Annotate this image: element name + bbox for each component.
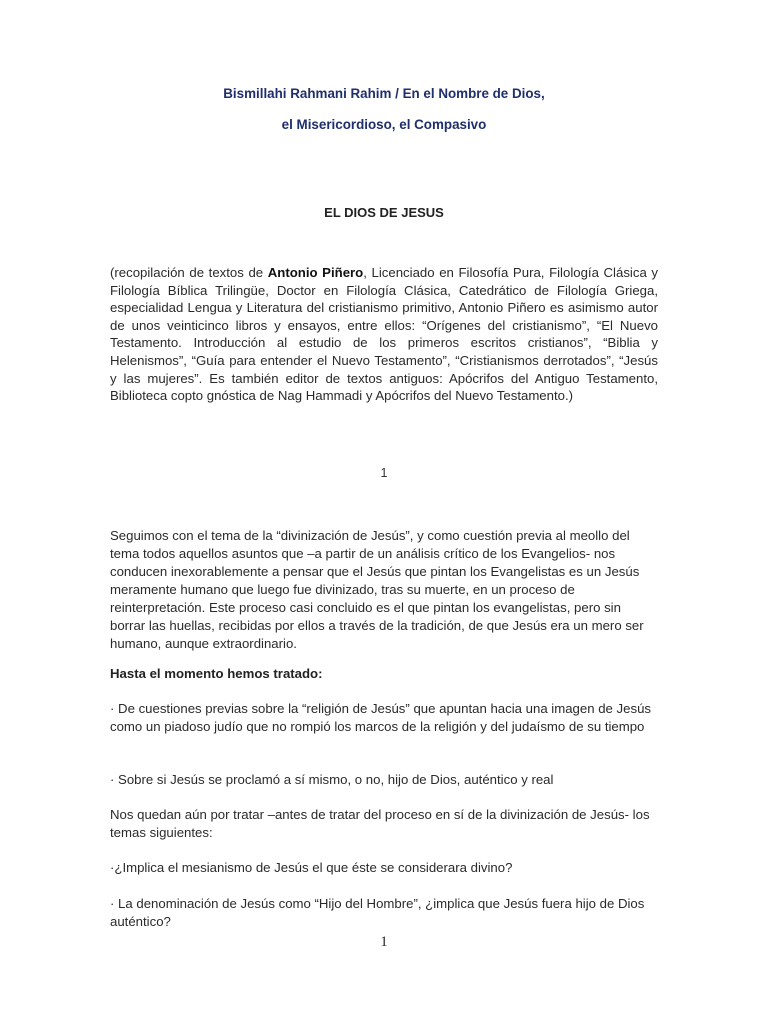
section-number: 1: [380, 466, 388, 480]
page-number: 1: [380, 934, 388, 950]
intro-prefix: (recopilación de textos de: [110, 265, 268, 280]
document-title: EL DIOS DE JESUS: [324, 205, 444, 220]
bullet-item-4: · La denominación de Jesús como “Hijo del Hombre”, ¿implica que Jesús fuera hijo de Dios auténtico?: [110, 896, 645, 929]
bullet-item-3: ·¿Implica el mesianismo de Jesús el que éste se considerara divino?: [110, 860, 513, 875]
intro-author: Antonio Piñero: [267, 265, 364, 280]
header-line-2: el Misericordioso, el Compasivo: [281, 117, 487, 132]
intro-rest: , Licenciado en Filosofía Pura, Filología Clásica y Filología Bíblica Trilingüe, Doctor en Filología Clásica, Catedrático de Filología Griega, especialidad Lengua y Literatura del cristianismo primitivo, Antonio Piñero es asimismo autor de unos veinticinco libros y ensayos, entre ellos: “Orígenes del cristianismo”, “El Nuevo Testamento. Introducción al estudio de los primeros escritos cristianos”, “Biblia y Helenismos”, “Guía para entender el Nuevo Testamento”, “Cristianismos derrotados”, “Jesús y las mujeres”. Es también editor de textos antiguos: Apócrifos del Antiguo Testamento, Biblioteca copto gnóstica de Nag Hammadi y Apócrifos del Nuevo Testamento.): [110, 265, 658, 404]
bullet-item-2: · Sobre si Jesús se proclamó a sí mismo, o no, hijo de Dios, auténtico y real: [110, 772, 554, 787]
body-paragraph-1: Seguimos con el tema de la “divinización de Jesús”, y como cuestión previa al meollo del tema todos aquellos asuntos que –a partir de un análisis crítico de los Evangelios- nos conducen inexorablemente a pensar que el Jesús que pintan los Evangelistas es un Jesús meramente humano que luego fue divinizado, tras su muerte, en un proceso de reinterpretación. Este proceso casi concluido es el que pintan los evangelistas, pero sin borrar las huellas, recibidas por ellos a través de la tradición, de que Jesús era un mero ser humano, aunque extraordinario.: [110, 528, 644, 651]
bullet-item-1: · De cuestiones previas sobre la “religión de Jesús” que apuntan hacia una imagen de Jesús como un piadoso judío que no rompió los marcos de la religión y del judaísmo de su tiempo: [110, 701, 652, 734]
body-paragraph-2: Nos quedan aún por tratar –antes de tratar del proceso en sí de la divinización de Jesús- los temas siguientes:: [110, 807, 650, 840]
section-heading: Hasta el momento hemos tratado:: [110, 666, 323, 681]
header-line-1: Bismillahi Rahmani Rahim / En el Nombre de Dios,: [223, 86, 545, 101]
intro-paragraph: [110, 264, 658, 405]
